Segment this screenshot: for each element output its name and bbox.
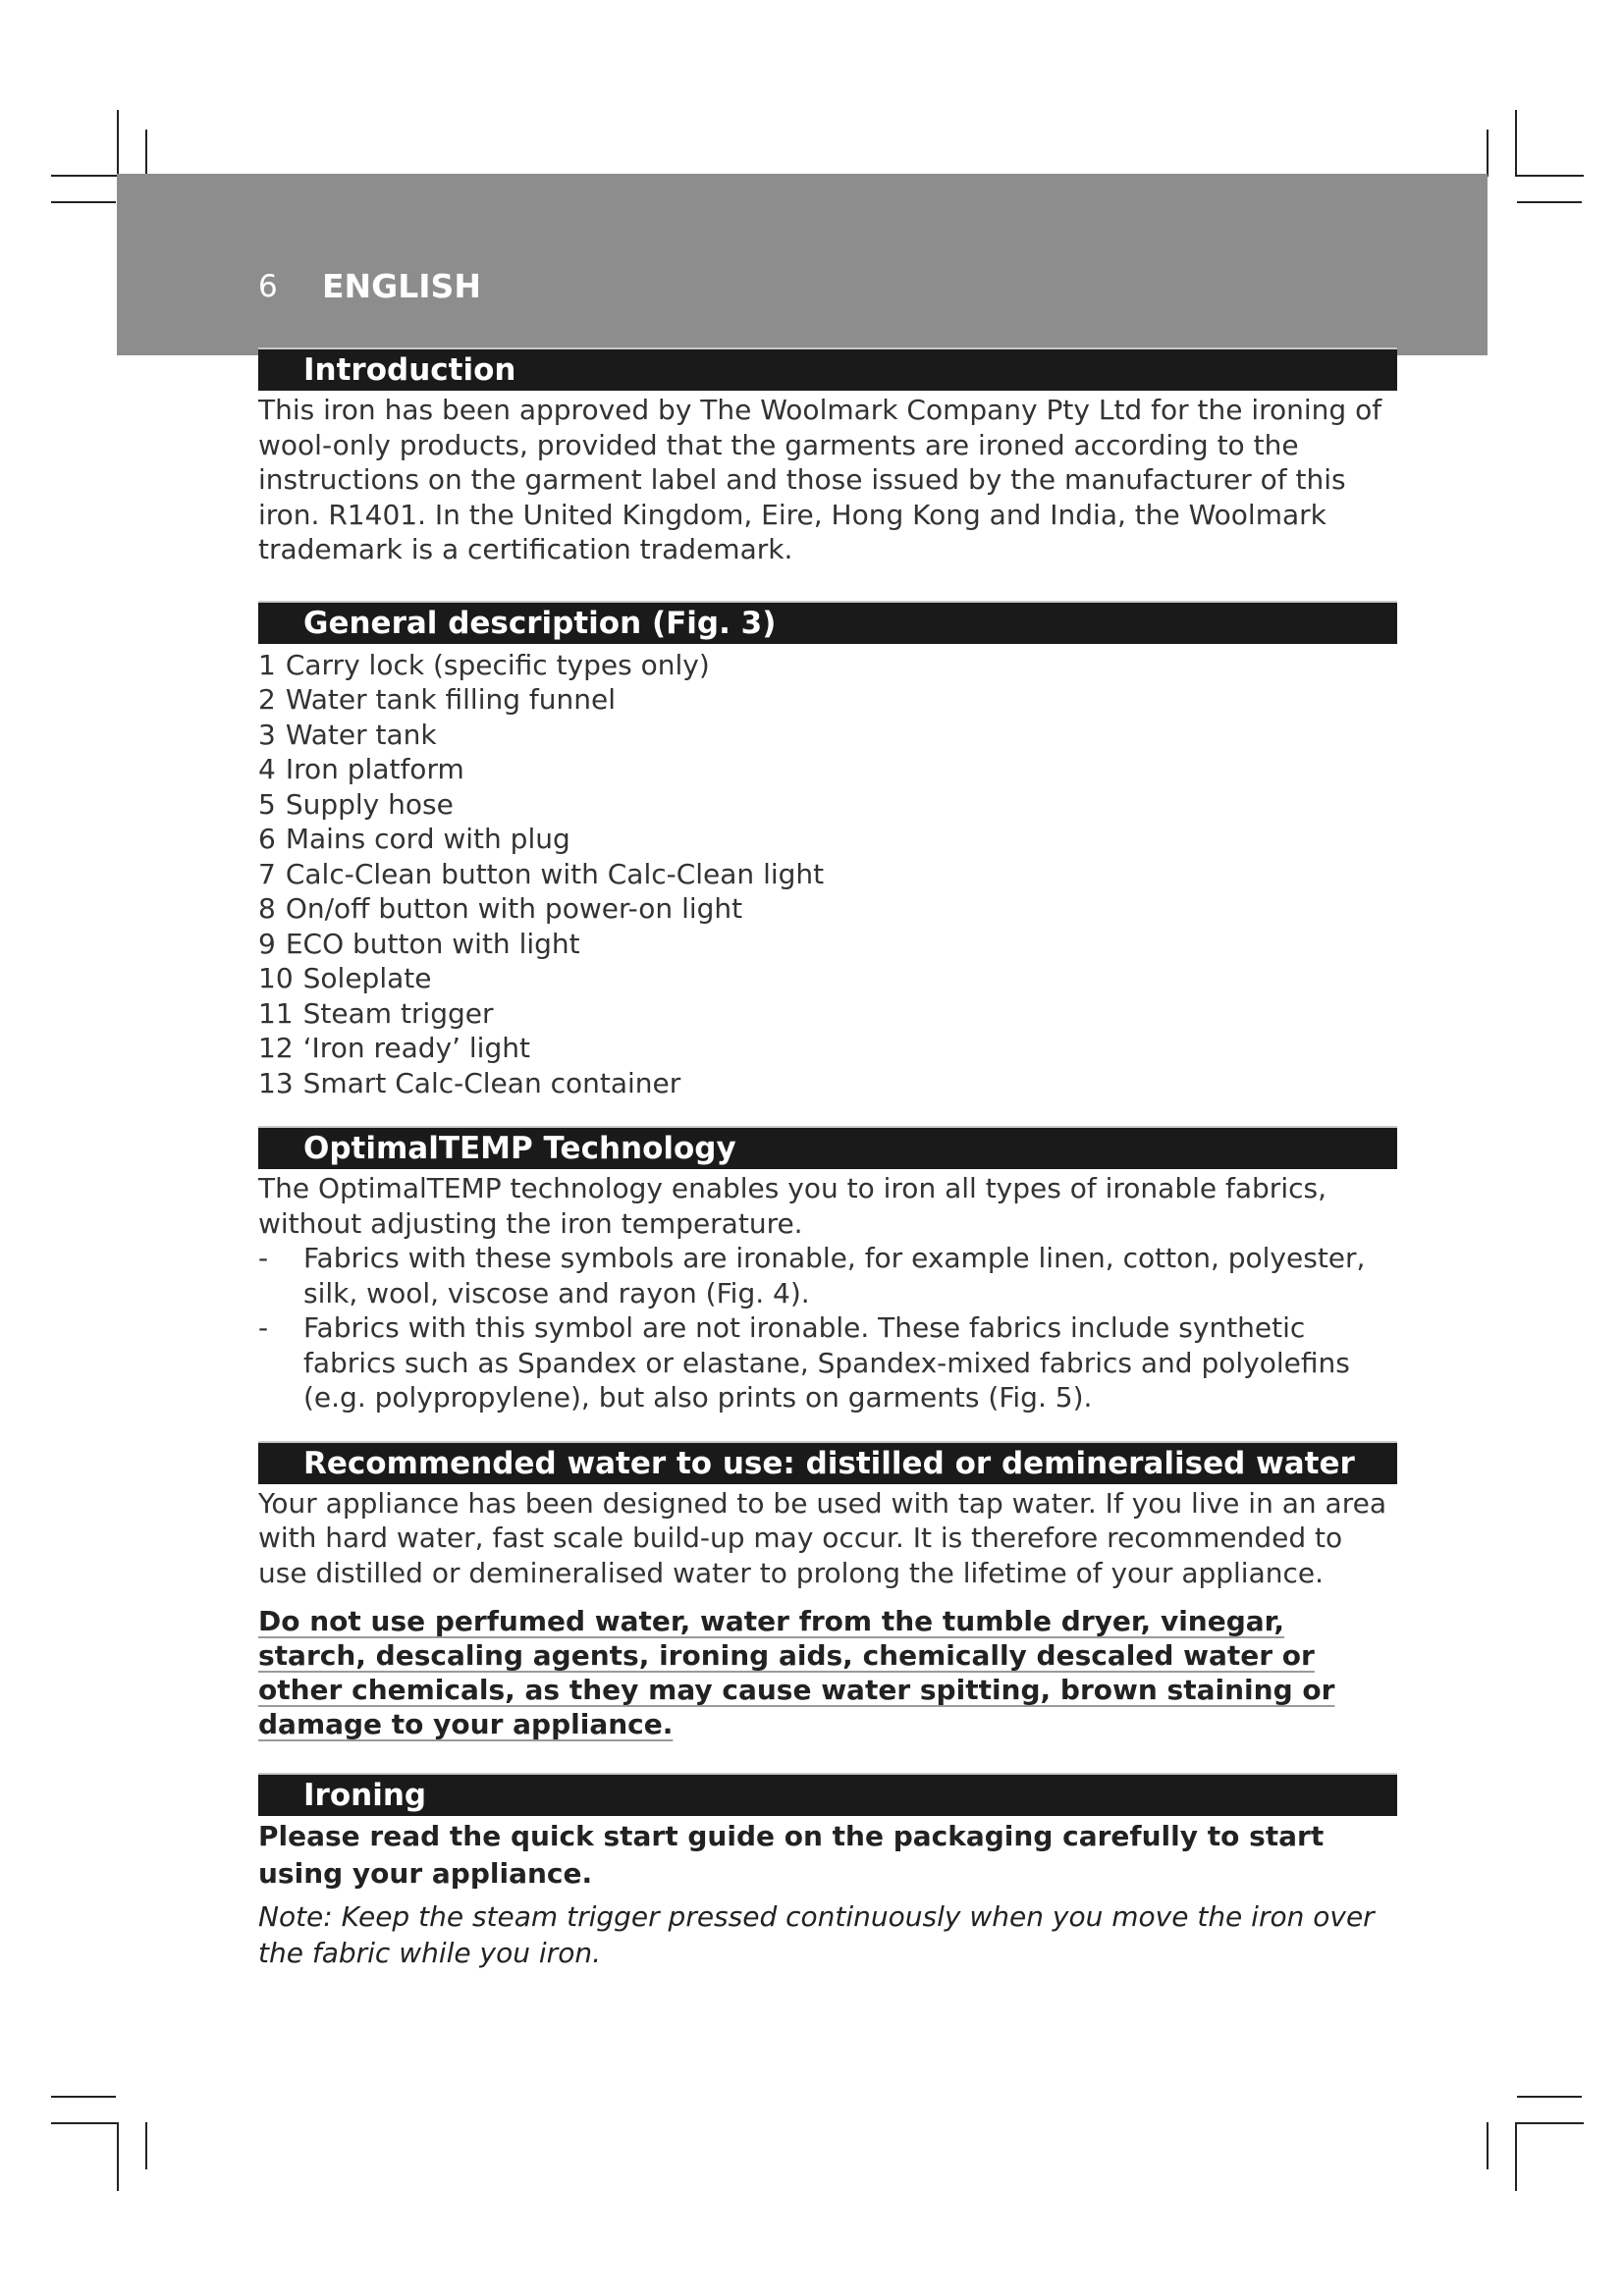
list-item: - Fabrics with this symbol are not ironable. These fabrics include synthetic fabrics such as Spandex or elastane, Spandex-mixed fabrics and polyolefins (e.g. polypropylene), but also prints on garments (Fig. 5). (258, 1311, 1350, 1414)
language-title: ENGLISH (322, 267, 481, 305)
crop-mark (117, 2122, 119, 2191)
section-header-optimaltemp: OptimalTEMP Technology (258, 1126, 1397, 1169)
crop-mark (51, 2122, 118, 2124)
list-item: - Fabrics with these symbols are ironable, for example linen, cotton, polyester, silk, wool, viscose and rayon (Fig. 4). (258, 1242, 1366, 1309)
list-item: 6 Mains cord with plug (258, 823, 570, 855)
ironing-note: Note: Keep the steam trigger pressed continuously when you move the iron over the fabric while you iron. (258, 1900, 1375, 1969)
ironing-instruction: Please read the quick start guide on the packaging carefully to start using your appliance. (258, 1820, 1325, 1890)
list-item: 1 Carry lock (specific types only) (258, 648, 710, 681)
section-header-general-description: General description (Fig. 3) (258, 601, 1397, 644)
crop-mark (1517, 201, 1582, 203)
section-header-ironing: Ironing (258, 1773, 1397, 1816)
list-item: 12 ‘Iron ready’ light (258, 1032, 530, 1064)
crop-mark (145, 2122, 147, 2169)
page-number: 6 (258, 269, 278, 304)
crop-mark (1487, 130, 1489, 177)
page-content (258, 347, 1397, 1971)
list-item: 4 Iron platform (258, 753, 464, 785)
header-band (117, 174, 1488, 355)
crop-mark (1517, 2096, 1582, 2098)
list-item: 3 Water tank (258, 718, 437, 751)
crop-mark (1515, 110, 1517, 177)
crop-mark (1517, 175, 1584, 177)
section-header-introduction: Introduction (258, 347, 1397, 391)
crop-mark (1515, 2122, 1517, 2191)
crop-mark (1487, 2122, 1489, 2169)
crop-mark (1517, 2122, 1584, 2124)
water-text: Your appliance has been designed to be used with tap water. If you live in an area with hard water, fast scale build-up may occur. It is therefore recommended to use distilled or demineralised water to prolong the lifetime of your appliance. (258, 1486, 1386, 1589)
list-item: 7 Calc-Clean button with Calc-Clean light (258, 857, 825, 890)
list-item: 5 Supply hose (258, 787, 454, 821)
list-item: 13 Smart Calc-Clean container (258, 1066, 681, 1099)
introduction-text: This iron has been approved by The Woolmark Company Pty Ltd for the ironing of wool-only products, provided that the garments are ironed according to the instructions on the garment label and those issued by the manufacturer of this iron. R1401. In the United Kingdom, Eire, Hong Kong and India, the Woolmark trademark is a certification trademark. (258, 394, 1382, 565)
crop-mark (51, 175, 118, 177)
list-item: 2 Water tank filling funnel (258, 683, 616, 716)
list-item: 11 Steam trigger (258, 996, 494, 1030)
list-item: 9 ECO button with light (258, 927, 580, 960)
optimaltemp-bullets (258, 1241, 1397, 1415)
crop-mark (145, 130, 147, 177)
crop-mark (51, 2096, 116, 2098)
section-header-water: Recommended water to use: distilled or demineralised water (258, 1441, 1397, 1484)
crop-mark (117, 110, 119, 177)
crop-mark (51, 201, 116, 203)
parts-list (258, 648, 1397, 1101)
list-item: 8 On/off button with power-on light (258, 892, 743, 925)
list-item: 10 Soleplate (258, 962, 432, 994)
optimaltemp-text: The OptimalTEMP technology enables you to iron all types of ironable fabrics, without adjusting the iron temperature. (258, 1172, 1326, 1240)
water-warning: Do not use perfumed water, water from the tumble dryer, vinegar, starch, descaling agents, ironing aids, chemically descaled water or other chemicals, as they may cause water spitting, brown staining or damage to your appliance. (258, 1605, 1335, 1740)
